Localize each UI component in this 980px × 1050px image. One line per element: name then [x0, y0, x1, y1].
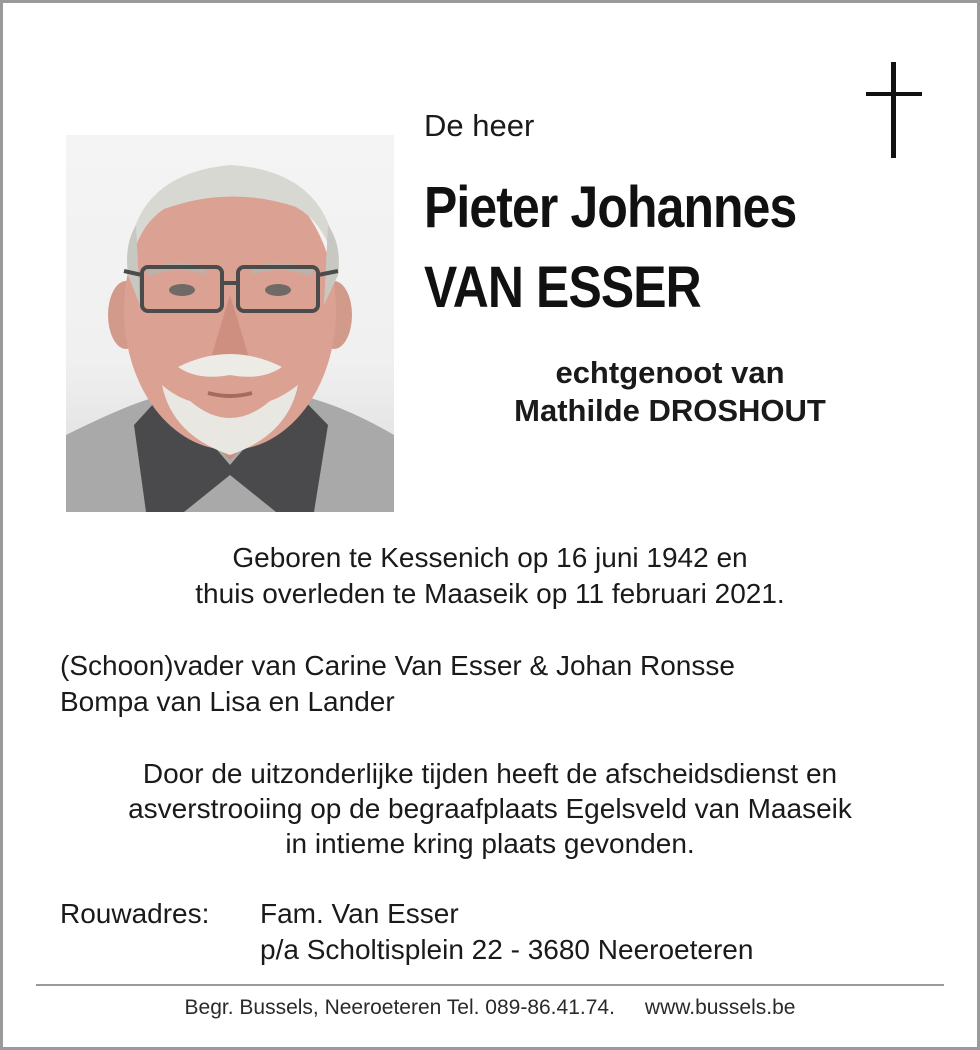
service-line: asverstrooiing op de begraafplaats Egelsveld van Maaseik — [128, 793, 852, 824]
deceased-first-names: Pieter Johannes — [424, 175, 797, 240]
portrait-photo — [66, 135, 394, 512]
spouse-name: Mathilde DROSHOUT — [514, 393, 826, 428]
address-label: Rouwadres: — [60, 898, 210, 929]
family-line: (Schoon)vader van Carine Van Esser & Johan Ronsse — [60, 650, 735, 681]
website-link[interactable]: www.bussels.be — [644, 996, 796, 1019]
spouse-intro: echtgenoot van — [555, 355, 785, 390]
footer-divider — [36, 984, 944, 986]
family-line: Bompa van Lisa en Lander — [60, 686, 395, 717]
birth-line: Geboren te Kessenich op 16 juni 1942 en — [232, 542, 748, 573]
service-line: Door de uitzonderlijke tijden heeft de afscheidsdienst en — [142, 758, 838, 789]
family-block — [60, 648, 735, 720]
service-block — [0, 756, 980, 861]
address-line: Fam. Van Esser — [260, 898, 459, 929]
address-line: p/a Scholtisplein 22 - 3680 Neeroeteren — [260, 934, 754, 965]
cross-icon — [866, 62, 922, 158]
honorific: De heer — [424, 108, 535, 143]
life-dates — [0, 540, 980, 612]
footer — [0, 996, 980, 1020]
funeral-home-info: Begr. Bussels, Neeroeteren Tel. 089-86.41.74. — [184, 996, 615, 1019]
deceased-surname: VAN ESSER — [424, 255, 701, 320]
spouse-block — [470, 354, 870, 430]
death-line: thuis overleden te Maaseik op 11 februari 2021. — [195, 578, 785, 609]
service-line: in intieme kring plaats gevonden. — [285, 828, 695, 859]
